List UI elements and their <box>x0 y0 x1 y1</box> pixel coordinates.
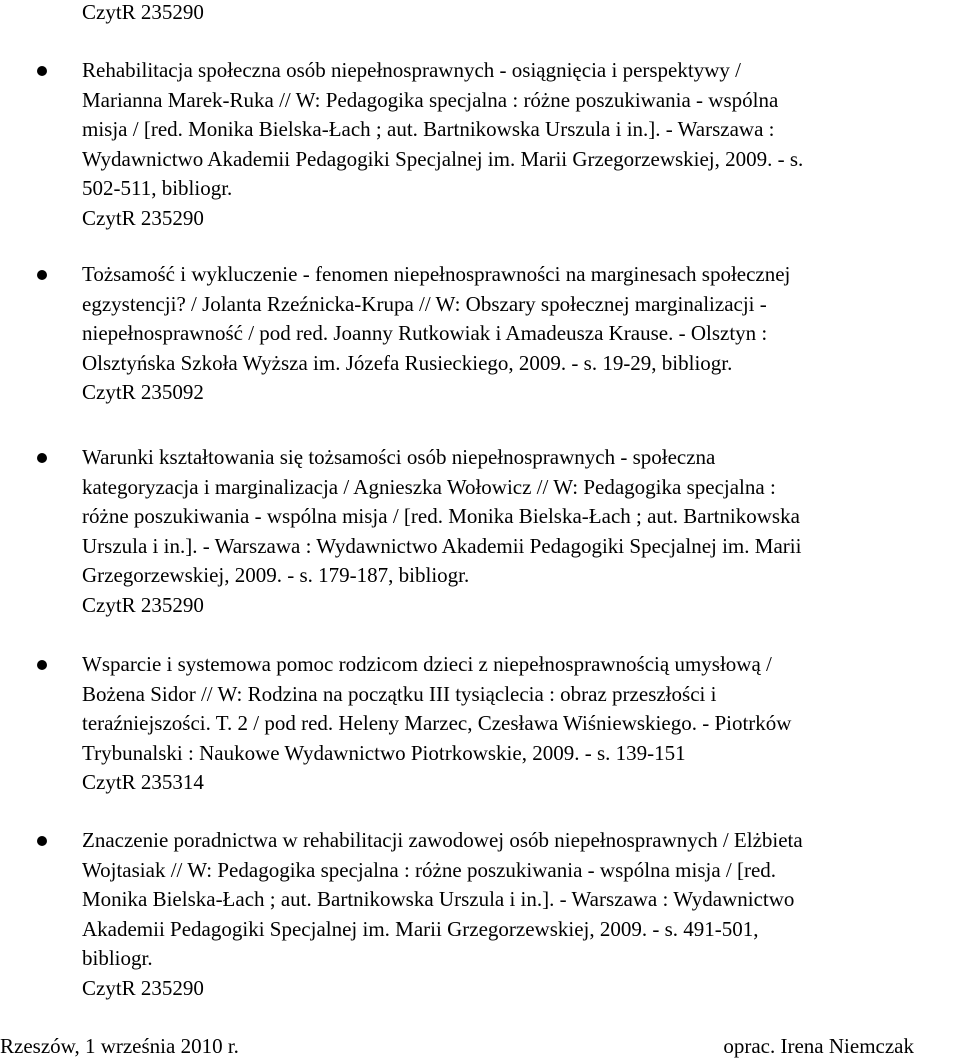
entry-line: Trybunalski : Naukowe Wydawnictwo Piotrkowskie, 2009. - s. 139-151 <box>82 740 686 765</box>
entry-line: 502-511, bibliogr. <box>82 176 233 200</box>
entry-line: Tożsamość i wykluczenie - fenomen niepełnosprawności na marginesach społecznej <box>82 262 791 286</box>
bibliography-entry-2 <box>82 260 960 408</box>
entry-signature: CzytR 235290 <box>82 205 204 230</box>
entry-line: Znaczenie poradnictwa w rehabilitacji zawodowej osób niepełnosprawnych / Elżbieta <box>82 828 803 852</box>
bullet-icon <box>37 453 47 463</box>
entry-line: Wojtasiak // W: Pedagogika specjalna : różne poszukiwania - wspólna misja / [red. <box>82 857 777 882</box>
entry-line: Warunki kształtowania się tożsamości osób niepełnosprawnych - społeczna <box>82 445 716 469</box>
entry-line: Akademii Pedagogiki Specjalnej im. Marii Grzegorzewskiej, 2009. - s. 491-501, <box>82 916 759 941</box>
bibliography-entry-4 <box>82 650 960 798</box>
entry-line: egzystencji? / Jolanta Rzeźnicka-Krupa // W: Obszary społecznej marginalizacji - <box>82 291 767 316</box>
entry-line: Marianna Marek-Ruka // W: Pedagogika specjalna : różne poszukiwania - wspólna <box>82 87 779 112</box>
bibliography-entry-3 <box>82 443 960 620</box>
entry-line: Grzegorzewskiej, 2009. - s. 179-187, bibliogr. <box>82 563 470 587</box>
bullet-icon <box>37 836 47 846</box>
entry-line: Olsztyńska Szkoła Wyższa im. Józefa Rusieckiego, 2009. - s. 19-29, bibliogr. <box>82 350 733 375</box>
bullet-icon <box>37 660 47 670</box>
bibliography-entry-1 <box>82 56 960 233</box>
footer-place-date: Rzeszów, 1 września 2010 r. <box>0 1034 239 1058</box>
entry-line: Monika Bielska-Łach ; aut. Bartnikowska Urszula i in.]. - Warszawa : Wydawnictwo <box>82 887 795 911</box>
bullet-icon <box>37 270 47 280</box>
top-signature: CzytR 235290 <box>82 0 204 24</box>
entry-line: teraźniejszości. T. 2 / pod red. Heleny Marzec, Czesława Wiśniewskiego. - Piotrków <box>82 711 792 735</box>
bibliography-entry-5 <box>82 826 960 1003</box>
entry-line: bibliogr. <box>82 946 153 970</box>
entry-line: kategoryzacja i marginalizacja / Agnieszka Wołowicz // W: Pedagogika specjalna : <box>82 474 776 499</box>
entry-signature: CzytR 235290 <box>82 592 204 617</box>
entry-line: Wsparcie i systemowa pomoc rodzicom dzieci z niepełnosprawnością umysłową / <box>82 652 772 676</box>
entry-line: Wydawnictwo Akademii Pedagogiki Specjalnej im. Marii Grzegorzewskiej, 2009. - s. <box>82 146 804 171</box>
entry-line: różne poszukiwania - wspólna misja / [red. Monika Bielska-Łach ; aut. Bartnikowska <box>82 504 800 528</box>
entry-signature: CzytR 235092 <box>82 380 204 404</box>
entry-line: misja / [red. Monika Bielska-Łach ; aut. Bartnikowska Urszula i in.]. - Warszawa : <box>82 117 775 141</box>
entry-line: niepełnosprawność / pod red. Joanny Rutkowiak i Amadeusza Krause. - Olsztyn : <box>82 321 768 345</box>
entry-line: Bożena Sidor // W: Rodzina na początku III tysiąclecia : obraz przeszłości i <box>82 681 717 706</box>
bullet-icon <box>37 66 47 76</box>
entry-line: Rehabilitacja społeczna osób niepełnosprawnych - osiągnięcia i perspektywy / <box>82 58 741 82</box>
entry-signature: CzytR 235290 <box>82 975 204 1000</box>
entry-signature: CzytR 235314 <box>82 770 204 794</box>
entry-line: Urszula i in.]. - Warszawa : Wydawnictwo Akademii Pedagogiki Specjalnej im. Marii <box>82 533 802 558</box>
footer-prepared-by: oprac. Irena Niemczak <box>723 1034 914 1058</box>
